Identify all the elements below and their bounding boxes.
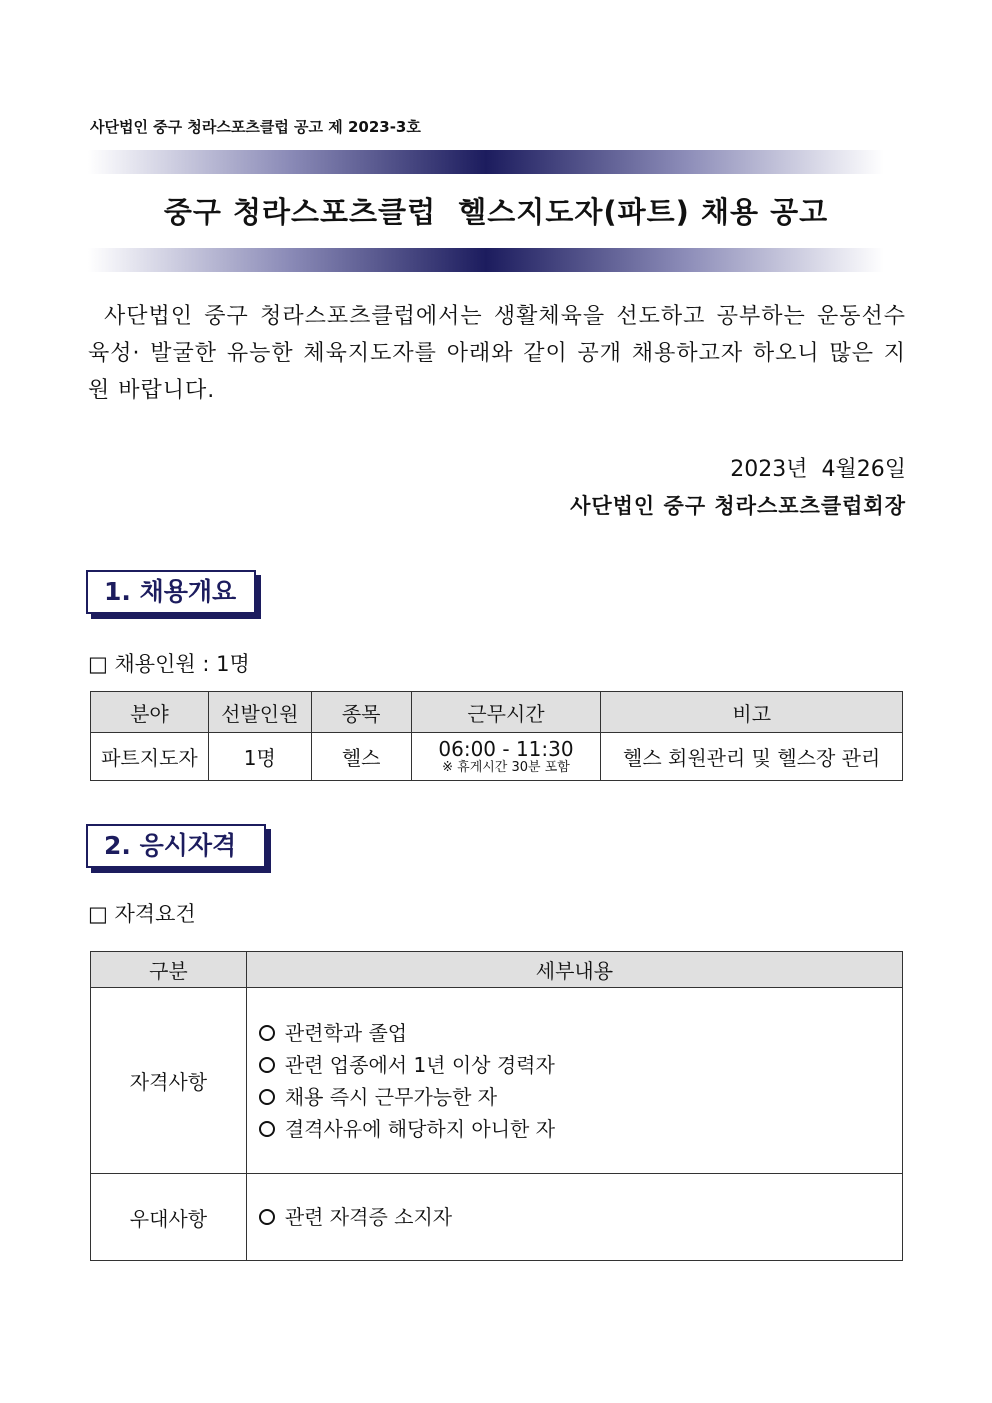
section-heading-overview: 1. 채용개요: [86, 570, 256, 614]
cell-hours: [411, 733, 601, 781]
eligibility-table: [90, 951, 903, 1261]
header-remark: 비고: [601, 692, 903, 733]
section-heading-eligibility: 2. 응시자격: [86, 824, 266, 868]
title-decoration-bottom: [88, 248, 884, 272]
table-row: [91, 988, 903, 1174]
work-time: 06:00 - 11:30: [438, 736, 574, 761]
issuer-name: 사단법인 중구 청라스포츠클럽회장: [570, 494, 906, 518]
cell-field: 파트지도자: [91, 733, 209, 781]
notice-number: 사단법인 중구 청라스포츠클럽 공고 제 2023-3호: [90, 118, 421, 136]
circle-bullet-icon: [259, 1209, 275, 1225]
circle-bullet-icon: [259, 1025, 275, 1041]
issue-date: 2023년 4월26일: [730, 457, 906, 482]
cell-remark: 헬스 회원관리 및 헬스장 관리: [601, 733, 903, 781]
list-item: 결격사유에 해당하지 아니한 자: [259, 1113, 901, 1145]
table-header-row: [91, 692, 903, 733]
preference-list: [246, 1174, 902, 1261]
preference-label: 우대사항: [91, 1174, 247, 1261]
page-title: 중구 청라스포츠클럽 헬스지도자(파트) 채용 공고: [163, 195, 829, 229]
table-row: [91, 733, 903, 781]
intro-paragraph: 사단법인 중구 청라스포츠클럽에서는 생활체육을 선도하고 공부하는 운동선수 육성· 발굴한 유능한 체육지도자를 아래와 같이 공개 채용하고자 하오니 많은 지원 바랍니다.: [88, 304, 906, 403]
cell-count: 1명: [208, 733, 311, 781]
list-item: 관련 업종에서 1년 이상 경력자: [259, 1049, 901, 1081]
header-category: 구분: [91, 952, 247, 988]
recruitment-table: [90, 691, 903, 781]
title-decoration-top: [88, 150, 884, 174]
list-item: 채용 즉시 근무가능한 자: [259, 1081, 901, 1113]
circle-bullet-icon: [259, 1121, 275, 1137]
header-field: 분야: [91, 692, 209, 733]
circle-bullet-icon: [259, 1057, 275, 1073]
list-item: 관련 자격증 소지자: [259, 1201, 901, 1233]
qualification-list: [246, 988, 902, 1174]
list-item: 관련학과 졸업: [259, 1017, 901, 1049]
header-details: 세부내용: [246, 952, 902, 988]
header-count: 선발인원: [208, 692, 311, 733]
header-hours: 근무시간: [411, 692, 601, 733]
cell-sport: 헬스: [311, 733, 411, 781]
table-header-row: [91, 952, 903, 988]
eligibility-heading: □ 자격요건: [88, 902, 196, 926]
recruit-count-heading: □ 채용인원 : 1명: [88, 652, 250, 676]
table-row: [91, 1174, 903, 1261]
circle-bullet-icon: [259, 1089, 275, 1105]
qualification-label: 자격사항: [91, 988, 247, 1174]
header-sport: 종목: [311, 692, 411, 733]
break-note: ※ 휴게시간 30분 포함: [442, 759, 570, 775]
